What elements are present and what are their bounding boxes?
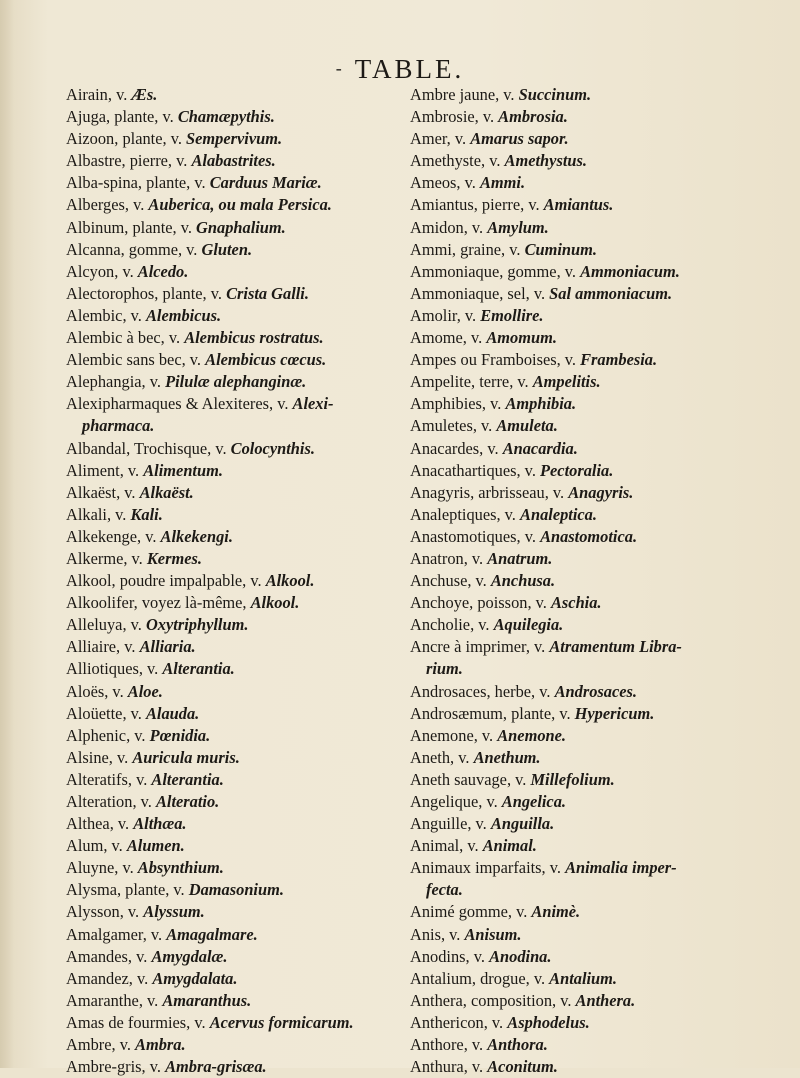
index-entry: [410, 990, 750, 1012]
entry-french-term: Alembic sans bec, v.: [66, 350, 206, 370]
entry-french-term: Alkoolifer, voyez là-même,: [66, 593, 251, 613]
entry-french-term: Ajuga, plante, v.: [66, 107, 178, 127]
entry-french-term: Anastomotiques, v.: [410, 526, 541, 546]
entry-latin-reference: Androsaces.: [554, 681, 637, 701]
entry-latin-reference: Alkekengi.: [160, 526, 233, 546]
entry-french-term: Albastre, pierre, v.: [66, 151, 192, 171]
index-entry: [410, 172, 750, 194]
entry-latin-reference: Animalia imper-: [565, 858, 677, 878]
entry-latin-reference: Alteratio.: [155, 792, 220, 811]
entry-latin-reference: Crista Galli.: [226, 283, 309, 303]
entry-french-term: Amome, v.: [410, 328, 487, 348]
entry-french-term: Androsaces, herbe, v.: [410, 681, 555, 701]
entry-latin-reference: Acervus formicarum.: [209, 1012, 354, 1032]
title-text: TABLE.: [354, 54, 465, 84]
index-entry: [66, 835, 396, 857]
entry-french-term: Androsæmum, plante, v.: [410, 703, 575, 723]
entry-latin-reference: Gluten.: [201, 239, 253, 259]
entry-latin-reference: Ambrosia.: [498, 107, 568, 127]
index-entry: [66, 570, 396, 592]
entry-latin-reference: Ambra-grisæa.: [165, 1057, 267, 1077]
entry-latin-reference: Alterantia.: [151, 769, 224, 789]
entry-latin-reference: Chamæpythis.: [177, 107, 275, 127]
index-entry: [66, 592, 396, 614]
entry-french-term: Alexipharmaques & Alexiteres, v.: [66, 394, 293, 414]
entry-french-term: Animal, v.: [410, 836, 483, 856]
index-entry: [66, 150, 396, 172]
index-entry: [66, 526, 396, 548]
index-entry: [410, 570, 750, 592]
index-entry: [410, 106, 750, 128]
entry-latin-reference: Amarus sapor.: [470, 129, 569, 149]
index-entry: [66, 658, 396, 680]
entry-french-term: Ampelite, terre, v.: [410, 372, 533, 392]
entry-french-term: Aneth, v.: [410, 747, 474, 767]
index-entry: [66, 946, 396, 968]
index-entry: [410, 769, 750, 791]
entry-latin-reference: Alliaria.: [139, 637, 196, 657]
index-entry: [410, 681, 750, 703]
entry-latin-reference: Ammi.: [479, 173, 526, 193]
index-entry: [410, 968, 750, 990]
entry-french-term: Ammoniaque, sel, v.: [410, 283, 550, 303]
entry-french-term: Alphenic, v.: [66, 725, 150, 745]
entry-latin-reference: Frambesia.: [580, 350, 658, 370]
index-entry: [410, 128, 750, 150]
entry-french-term: Amuletes, v.: [410, 416, 497, 436]
index-entry: [410, 636, 750, 658]
index-entry: [66, 482, 396, 504]
index-entry: [66, 194, 396, 216]
entry-french-term: Amalgamer, v.: [66, 924, 167, 944]
entry-french-term: Alembic à bec, v.: [66, 328, 185, 348]
entry-latin-reference: Alkaëst.: [139, 482, 194, 502]
entry-latin-reference: Asphodelus.: [507, 1012, 590, 1032]
index-entry: [410, 504, 750, 526]
index-entry: [66, 172, 396, 194]
entry-latin-reference: Amphibia.: [505, 394, 577, 414]
entry-latin-reference: Aconitum.: [487, 1057, 558, 1077]
index-entry: [410, 725, 750, 747]
entry-latin-reference: Anchusa.: [490, 571, 556, 591]
entry-latin-reference: Anodina.: [489, 946, 552, 966]
entry-french-term: Anthore, v.: [410, 1035, 488, 1055]
entry-latin-reference: Alabastrites.: [191, 151, 276, 171]
entry-french-term: Ammoniaque, gomme, v.: [410, 261, 581, 281]
index-entry: [66, 261, 396, 283]
entry-french-term: Anis, v.: [410, 924, 465, 944]
entry-french-term: Amphibies, v.: [410, 394, 506, 414]
index-entry: [66, 548, 396, 570]
entry-french-term: Aluyne, v.: [66, 858, 138, 878]
entry-latin-reference: Amethystus.: [504, 151, 587, 171]
index-entry: [66, 305, 396, 327]
index-entry: [66, 1056, 396, 1078]
entry-french-term: Althea, v.: [66, 814, 134, 834]
entry-french-term: Ancholie, v.: [410, 615, 494, 635]
entry-french-term: Amidon, v.: [410, 217, 488, 237]
entry-french-term: Alkekenge, v.: [66, 526, 161, 546]
entry-latin-reference: Ammoniacum.: [580, 261, 680, 281]
index-entry: [66, 504, 396, 526]
entry-latin-reference: Anthera.: [575, 990, 636, 1010]
index-entry: [410, 1034, 750, 1056]
entry-french-term: Anchoye, poisson, v.: [410, 593, 551, 613]
index-entry: [410, 460, 750, 482]
index-entry: [66, 460, 396, 482]
entry-french-term: Anchuse, v.: [410, 571, 491, 591]
entry-french-term: Anatron, v.: [410, 548, 488, 568]
entry-latin-reference: Aloe.: [127, 681, 163, 701]
index-entry: [410, 857, 750, 879]
entry-latin-reference: Millefolium.: [530, 769, 615, 789]
entry-french-term: Amandez, v.: [66, 968, 153, 988]
entry-french-term: Ambre, v.: [66, 1035, 136, 1055]
index-entry: [66, 636, 396, 658]
index-entry: [410, 349, 750, 371]
entry-french-term: Antalium, drogue, v.: [410, 968, 550, 988]
entry-french-term: Anthura, v.: [410, 1057, 488, 1077]
entry-french-term: Anthera, composition, v.: [410, 990, 576, 1010]
entry-latin-reference: Cuminum.: [524, 239, 597, 259]
entry-french-term: Animé gomme, v.: [410, 902, 532, 922]
entry-latin-reference: Anemone.: [497, 725, 567, 745]
entry-french-term: Alliotiques, v.: [66, 659, 163, 679]
entry-french-term: Ammi, graine, v.: [410, 239, 525, 259]
entry-french-term: Amethyste, v.: [410, 151, 505, 171]
entry-latin-reference: Alkool.: [250, 593, 300, 613]
index-entry: [66, 725, 396, 747]
entry-latin-reference: Oxytriphyllum.: [145, 615, 249, 635]
index-entry: [410, 217, 750, 239]
entry-french-term: Alectorophos, plante, v.: [66, 283, 227, 303]
entry-latin-reference: Alyssum.: [143, 902, 205, 922]
entry-latin-reference: Anethum.: [473, 747, 541, 767]
entry-latin-reference: Anthora.: [487, 1035, 548, 1055]
index-entry: [410, 526, 750, 548]
index-entry: [410, 924, 750, 946]
entry-latin-reference: Succinum.: [518, 85, 592, 104]
index-entry: [410, 482, 750, 504]
index-entry: [410, 194, 750, 216]
entry-french-term: Aizoon, plante, v.: [66, 129, 187, 149]
entry-french-term: Alsine, v.: [66, 747, 133, 767]
index-entry: [410, 438, 750, 460]
entry-latin-reference: Animal.: [482, 836, 537, 856]
entry-french-term: Angelique, v.: [410, 792, 502, 811]
entry-french-term: Alteration, v.: [66, 792, 156, 811]
entry-french-term: Alkool, poudre impalpable, v.: [66, 571, 266, 591]
entry-latin-reference: Auricula muris.: [132, 747, 240, 767]
entry-french-term: Ancre à imprimer, v.: [410, 637, 550, 657]
entry-french-term: Amiantus, pierre, v.: [410, 195, 544, 215]
index-entry: [66, 614, 396, 636]
index-entry: [410, 658, 750, 680]
index-entry: [66, 217, 396, 239]
entry-latin-reference: Anguilla.: [490, 814, 555, 834]
entry-french-term: Alliaire, v.: [66, 637, 140, 657]
index-entry: [66, 84, 396, 106]
entry-latin-reference: Aquilegia.: [493, 615, 564, 635]
index-entry: [410, 239, 750, 261]
entry-french-term: Alba-spina, plante, v.: [66, 173, 210, 193]
index-entry: [410, 150, 750, 172]
entry-french-term: Animaux imparfaits, v.: [410, 858, 566, 878]
entry-latin-reference: Carduus Mariæ.: [209, 173, 322, 193]
entry-french-term: Alcyon, v.: [66, 261, 138, 281]
entry-latin-reference: Pœnidia.: [149, 725, 211, 745]
entry-french-term: Alleluya, v.: [66, 615, 146, 635]
entry-latin-reference: Animè.: [531, 902, 581, 922]
entry-latin-reference: Damasonium.: [188, 880, 284, 900]
entry-french-term: Alkaëst, v.: [66, 482, 140, 502]
entry-french-term: Airain, v.: [66, 85, 132, 104]
index-entry: [66, 393, 396, 415]
entry-latin-reference: Pectoralia.: [540, 460, 614, 480]
index-entry: [66, 990, 396, 1012]
entry-latin-reference: Analeptica.: [520, 504, 597, 524]
entry-latin-reference: Ambra.: [135, 1035, 186, 1055]
entry-french-term: Alephangia, v.: [66, 372, 166, 392]
entry-french-term: Alkerme, v.: [66, 548, 147, 568]
index-entry: [66, 438, 396, 460]
entry-french-term: Aliment, v.: [66, 460, 144, 480]
entry-latin-reference: Auberica, ou mala Persica.: [148, 195, 332, 215]
index-entry: [410, 592, 750, 614]
entry-latin-reference: Amomum.: [486, 328, 557, 348]
index-entry: [410, 327, 750, 349]
title-mark: -: [335, 58, 345, 78]
entry-latin-reference: Emollire.: [480, 305, 544, 325]
index-entry: [410, 747, 750, 769]
entry-latin-reference: Alumen.: [126, 836, 185, 856]
entry-latin-reference: Alembicus.: [145, 305, 222, 325]
index-entry: [410, 946, 750, 968]
entry-latin-reference: Atramentum Libra-: [549, 637, 682, 657]
index-entry: [66, 879, 396, 901]
index-column-right: [410, 84, 750, 1078]
index-entry: [66, 239, 396, 261]
index-entry: [66, 415, 396, 437]
entry-latin-reference: Alembicus rostratus.: [184, 328, 324, 348]
index-entry: [410, 393, 750, 415]
index-entry: [66, 747, 396, 769]
entry-latin-reference: Alexi-: [292, 394, 334, 414]
entry-latin-reference: Ampelitis.: [532, 372, 601, 392]
index-entry: [66, 769, 396, 791]
entry-latin-reference: Amygdalata.: [152, 968, 238, 988]
entry-latin-reference: Aschia.: [550, 593, 602, 613]
entry-latin-reference: Anatrum.: [487, 548, 553, 568]
entry-french-term: Aneth sauvage, v.: [410, 769, 531, 789]
index-entry: [410, 1012, 750, 1034]
entry-french-term: Alembic, v.: [66, 305, 146, 325]
entry-latin-reference: Hypericum.: [574, 703, 655, 723]
index-entry: [66, 901, 396, 923]
entry-latin-reference: Æs.: [131, 85, 158, 104]
index-entry: [410, 703, 750, 725]
entry-latin-reference: pharmaca.: [82, 416, 155, 436]
entry-latin-reference: Sal ammoniacum.: [549, 283, 673, 303]
entry-latin-reference: Alkool.: [265, 571, 315, 591]
index-entry: [410, 305, 750, 327]
index-entry: [410, 1056, 750, 1078]
entry-french-term: Aloüette, v.: [66, 703, 146, 723]
entry-french-term: Alkali, v.: [66, 504, 131, 524]
index-entry: [66, 681, 396, 703]
index-entry: [66, 128, 396, 150]
index-entry: [410, 791, 750, 813]
entry-latin-reference: Kali.: [130, 504, 163, 524]
entry-french-term: Anacathartiques, v.: [410, 460, 541, 480]
entry-french-term: Amolir, v.: [410, 305, 481, 325]
entry-latin-reference: rium.: [426, 659, 463, 679]
entry-latin-reference: Absynthium.: [137, 858, 224, 878]
entry-latin-reference: Anacardia.: [502, 438, 578, 458]
entry-french-term: Anodins, v.: [410, 946, 490, 966]
entry-french-term: Anthericon, v.: [410, 1012, 508, 1032]
entry-latin-reference: Alcedo.: [137, 261, 189, 281]
index-entry: [66, 703, 396, 725]
entry-french-term: Analeptiques, v.: [410, 504, 521, 524]
entry-french-term: Amer, v.: [410, 129, 471, 149]
entry-latin-reference: Alterantia.: [162, 659, 235, 679]
index-entry: [410, 835, 750, 857]
index-entry: [66, 813, 396, 835]
entry-french-term: Alysma, plante, v.: [66, 880, 189, 900]
entry-french-term: Ampes ou Framboises, v.: [410, 350, 581, 370]
entry-french-term: Alcanna, gomme, v.: [66, 239, 202, 259]
entry-french-term: Amandes, v.: [66, 946, 152, 966]
index-entry: [66, 327, 396, 349]
entry-french-term: Albinum, plante, v.: [66, 217, 197, 237]
page-binding-shadow: [0, 0, 14, 1068]
entry-french-term: Ambre jaune, v.: [410, 85, 519, 104]
entry-french-term: Anacardes, v.: [410, 438, 503, 458]
entry-french-term: Alberges, v.: [66, 195, 149, 215]
entry-latin-reference: Alimentum.: [143, 460, 223, 480]
entry-french-term: Anemone, v.: [410, 725, 498, 745]
index-entry: [410, 548, 750, 570]
index-entry: [410, 879, 750, 901]
entry-latin-reference: Kermes.: [146, 548, 202, 568]
entry-latin-reference: Antalium.: [549, 968, 618, 988]
entry-french-term: Aloës, v.: [66, 681, 128, 701]
index-entry: [66, 857, 396, 879]
entry-latin-reference: Anagyris.: [568, 482, 634, 502]
entry-latin-reference: Amaranthus.: [162, 990, 252, 1010]
entry-latin-reference: Sempervivum.: [186, 129, 283, 149]
index-entry: [410, 283, 750, 305]
index-entry: [66, 1012, 396, 1034]
entry-latin-reference: Colocynthis.: [230, 438, 315, 458]
entry-french-term: Alum, v.: [66, 836, 127, 856]
index-entry: [410, 371, 750, 393]
entry-french-term: Anagyris, arbrisseau, v.: [410, 482, 569, 502]
index-entry: [66, 1034, 396, 1056]
page-title: [0, 54, 800, 85]
index-entry: [66, 924, 396, 946]
entry-french-term: Ameos, v.: [410, 173, 480, 193]
index-entry: [410, 901, 750, 923]
entry-latin-reference: Anisum.: [464, 924, 522, 944]
entry-french-term: Ambrosie, v.: [410, 107, 499, 127]
index-entry: [410, 415, 750, 437]
index-entry: [66, 283, 396, 305]
entry-french-term: Alysson, v.: [66, 902, 144, 922]
entry-french-term: Anguille, v.: [410, 814, 491, 834]
index-entry: [410, 84, 750, 106]
entry-latin-reference: Anastomotica.: [540, 526, 638, 546]
entry-latin-reference: Amuleta.: [496, 416, 558, 436]
entry-latin-reference: Amylum.: [487, 217, 549, 237]
entry-latin-reference: Pilulæ alephanginæ.: [165, 372, 307, 392]
index-entry: [410, 813, 750, 835]
entry-latin-reference: Amagalmare.: [166, 924, 258, 944]
entry-latin-reference: Angelica.: [501, 792, 566, 811]
entry-french-term: Albandal, Trochisque, v.: [66, 438, 231, 458]
index-entry: [66, 968, 396, 990]
entry-french-term: Amas de fourmies, v.: [66, 1012, 210, 1032]
index-entry: [66, 349, 396, 371]
index-entry: [66, 371, 396, 393]
entry-latin-reference: Gnaphalium.: [196, 217, 286, 237]
entry-french-term: Ambre-gris, v.: [66, 1057, 166, 1077]
index-column-left: [66, 84, 396, 1078]
index-entry: [66, 791, 396, 813]
entry-latin-reference: fecta.: [426, 880, 463, 900]
entry-latin-reference: Alauda.: [145, 703, 200, 723]
index-entry: [410, 614, 750, 636]
index-entry: [66, 106, 396, 128]
entry-french-term: Amaranthe, v.: [66, 990, 163, 1010]
entry-french-term: Alteratifs, v.: [66, 769, 152, 789]
entry-latin-reference: Alembicus cœcus.: [205, 350, 327, 370]
entry-latin-reference: Althæa.: [133, 814, 187, 834]
entry-latin-reference: Amygdalæ.: [151, 946, 228, 966]
index-entry: [410, 261, 750, 283]
entry-latin-reference: Amiantus.: [543, 195, 614, 215]
